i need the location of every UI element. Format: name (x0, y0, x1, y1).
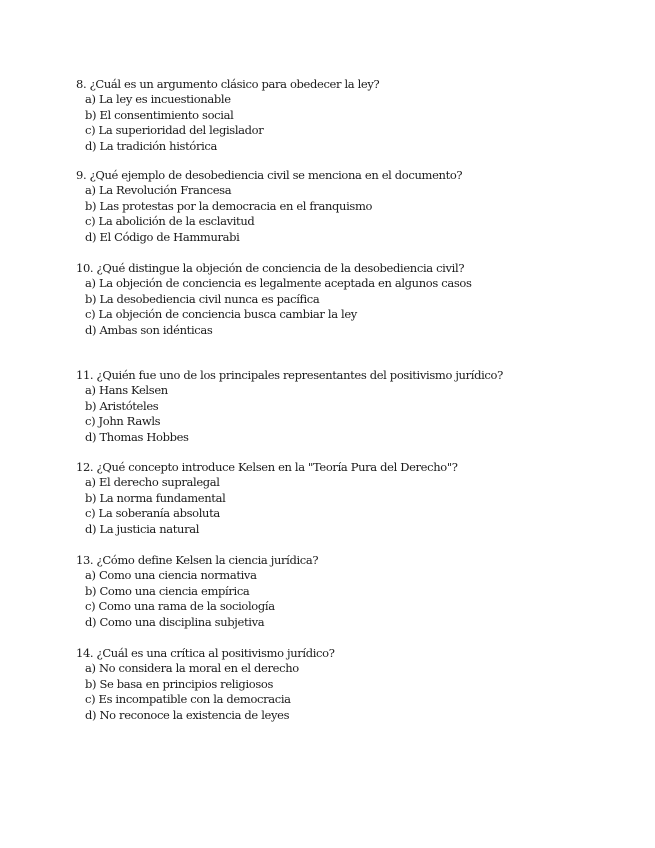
option-d: d) Ambas son idénticas (85, 322, 213, 337)
option-a: a) Como una ciencia normativa (85, 568, 257, 583)
options-list (76, 276, 472, 338)
question-9 (76, 168, 462, 245)
option-d: d) No reconoce la existencia de leyes (85, 707, 290, 722)
question-12 (76, 460, 458, 537)
option-b: b) Aristóteles (85, 398, 159, 413)
option-d: d) Thomas Hobbes (85, 429, 189, 444)
question-text: 12. ¿Qué concepto introduce Kelsen en la "Teoría Pura del Derecho"? (76, 460, 458, 474)
option-d: d) Como una disciplina subjetiva (85, 614, 265, 629)
options-list (76, 661, 335, 723)
option-d: d) La tradición histórica (85, 138, 218, 153)
option-c: c) Como una rama de la sociología (85, 599, 275, 614)
question-text: 11. ¿Quién fue uno de los principales representantes del positivismo jurídico? (76, 368, 503, 382)
option-c: c) Es incompatible con la democracia (85, 692, 291, 707)
option-b: b) Se basa en principios religiosos (85, 676, 274, 691)
option-a: a) La Revolución Francesa (85, 183, 232, 198)
question-14 (76, 646, 335, 723)
option-c: c) La soberanía absoluta (85, 506, 220, 521)
option-d: d) El Código de Hammurabi (85, 229, 240, 244)
option-c: c) La superioridad del legislador (85, 123, 264, 138)
options-list (76, 383, 503, 445)
question-text: 13. ¿Cómo define Kelsen la ciencia jurídica? (76, 553, 319, 567)
question-11 (76, 368, 503, 445)
question-text: 14. ¿Cuál es una crítica al positivismo jurídico? (76, 646, 335, 660)
option-b: b) La desobediencia civil nunca es pacífica (85, 291, 320, 306)
option-c: c) La objeción de conciencia busca cambiar la ley (85, 307, 357, 322)
options-list (76, 475, 458, 537)
option-b: b) La norma fundamental (85, 490, 226, 505)
question-10 (76, 261, 472, 338)
question-text: 10. ¿Qué distingue la objeción de conciencia de la desobediencia civil? (76, 261, 465, 275)
question-text: 9. ¿Qué ejemplo de desobediencia civil se menciona en el documento? (76, 168, 463, 182)
option-b: b) El consentimiento social (85, 107, 234, 122)
question-8 (76, 77, 379, 154)
option-b: b) Como una ciencia empírica (85, 583, 250, 598)
options-list (76, 92, 379, 154)
options-list (76, 183, 462, 245)
options-list (76, 568, 318, 630)
question-text: 8. ¿Cuál es un argumento clásico para obedecer la ley? (76, 77, 380, 91)
option-a: a) Hans Kelsen (85, 383, 168, 398)
option-a: a) No considera la moral en el derecho (85, 661, 299, 676)
option-a: a) La objeción de conciencia es legalmente aceptada en algunos casos (85, 276, 472, 291)
question-13 (76, 553, 318, 630)
option-d: d) La justicia natural (85, 521, 200, 536)
option-c: c) La abolición de la esclavitud (85, 214, 255, 229)
option-b: b) Las protestas por la democracia en el franquismo (85, 198, 373, 213)
option-a: a) El derecho supralegal (85, 475, 220, 490)
option-c: c) John Rawls (85, 414, 161, 429)
option-a: a) La ley es incuestionable (85, 92, 231, 107)
